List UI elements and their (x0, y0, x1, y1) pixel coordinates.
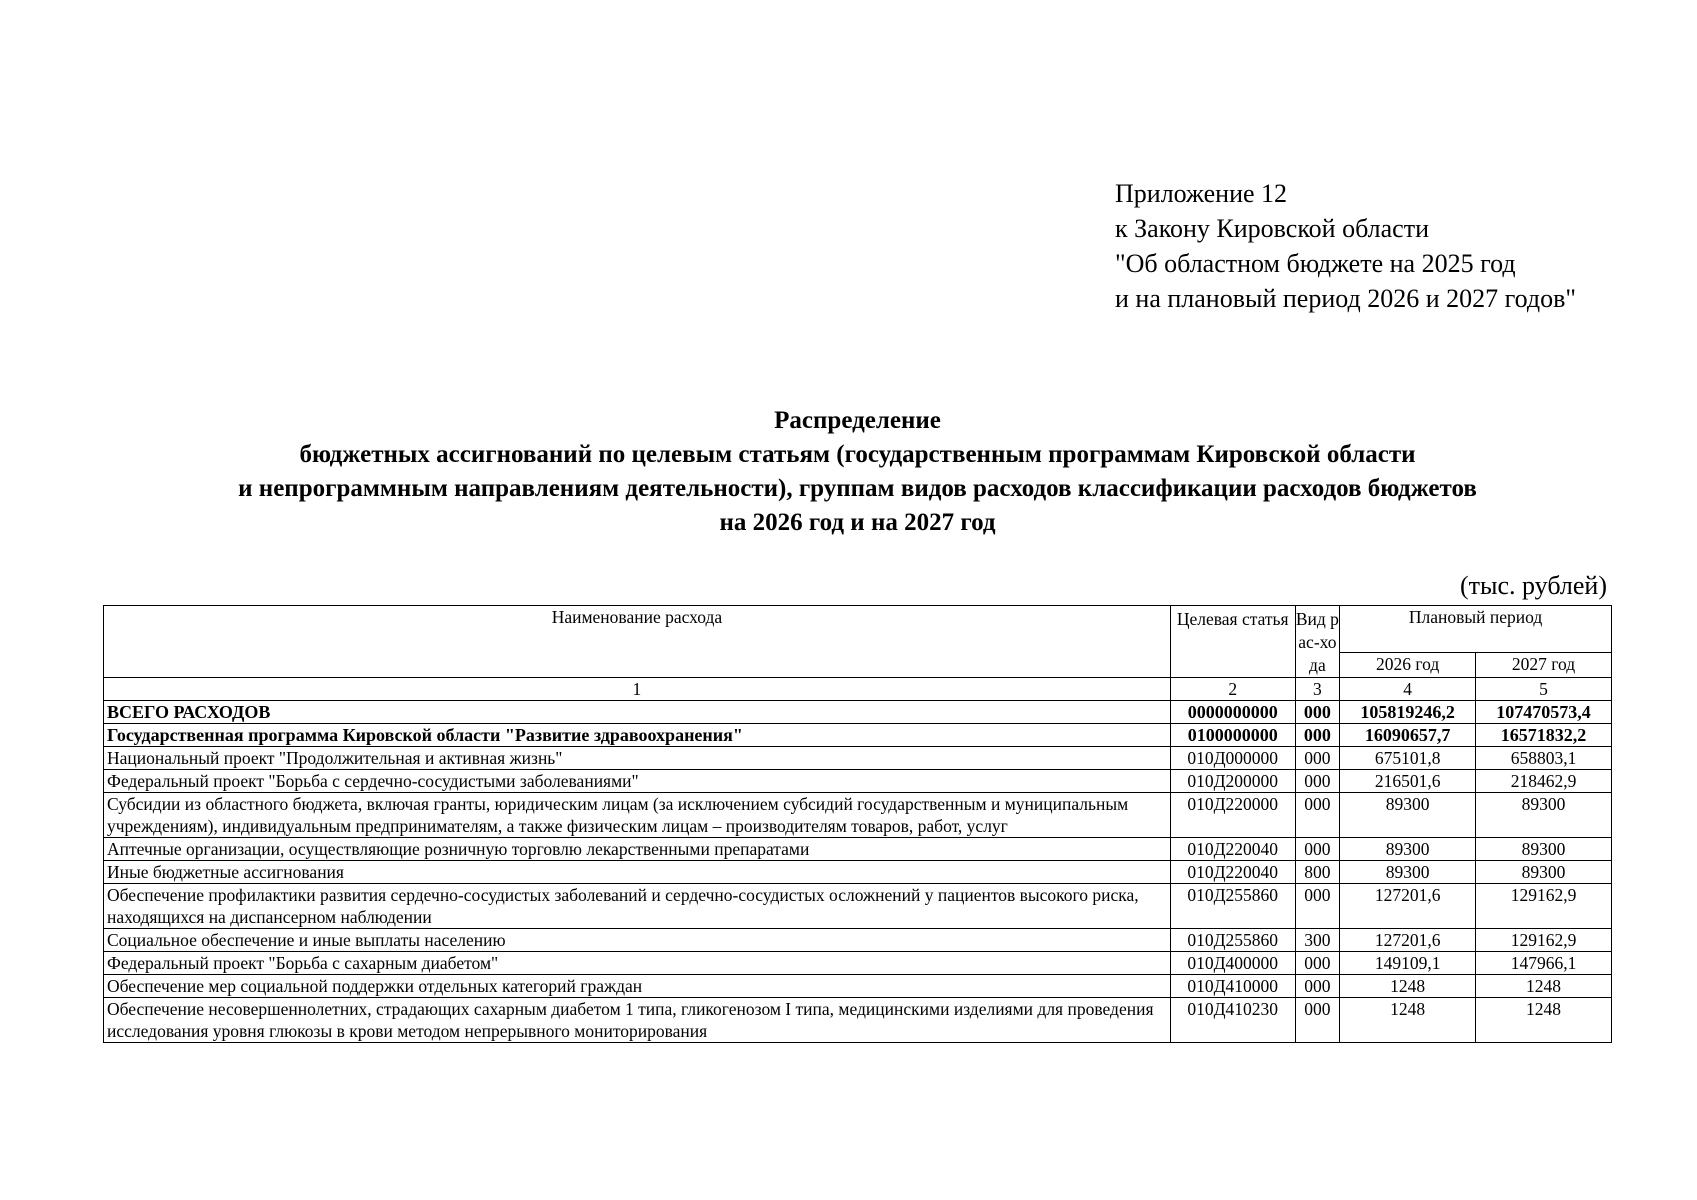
row-target-code: 010Д220000 (1170, 793, 1295, 838)
row-target-code: 010Д220040 (1170, 861, 1295, 884)
title-line-1: Распределение (774, 407, 941, 434)
row-target-code: 010Д400000 (1170, 952, 1295, 975)
row-amount-2026: 1248 (1340, 998, 1476, 1043)
row-amount-2026: 149109,1 (1340, 952, 1476, 975)
table-row (104, 701, 1612, 724)
row-amount-2027: 89300 (1476, 793, 1612, 838)
col-number-2: 2 (1170, 678, 1295, 701)
row-amount-2027: 89300 (1476, 838, 1612, 861)
appendix-line-1: Приложение 12 (1115, 179, 1288, 208)
row-kind-code: 000 (1295, 998, 1340, 1043)
table-row (104, 793, 1612, 838)
title-line-4: на 2026 год и на 2027 год (719, 509, 996, 536)
table-row (104, 747, 1612, 770)
table-row (104, 998, 1612, 1043)
col-number-1: 1 (104, 678, 1171, 701)
table-row (104, 884, 1612, 929)
title-line-3: и непрограммным направлениям деятельности), группам видов расходов классификации расходов бюджетов (238, 475, 1477, 502)
row-amount-2027: 218462,9 (1476, 770, 1612, 793)
row-target-code: 010Д410230 (1170, 998, 1295, 1043)
col-number-3: 3 (1295, 678, 1340, 701)
header-year-2027: 2027 год (1476, 653, 1612, 678)
row-name: Обеспечение несовершеннолетних, страдающих сахарным диабетом 1 типа, гликогенозом I типа, медицинскими изделиями для проведения исследования уровня глюкозы в крови методом непрерывного мониторирования (104, 998, 1171, 1043)
row-amount-2026: 675101,8 (1340, 747, 1476, 770)
row-amount-2026: 105819246,2 (1340, 701, 1476, 724)
appendix-line-3: "Об областном бюджете на 2025 год (1115, 249, 1516, 278)
row-kind-code: 000 (1295, 884, 1340, 929)
col-number-4: 4 (1340, 678, 1476, 701)
row-amount-2027: 658803,1 (1476, 747, 1612, 770)
row-kind-code: 000 (1295, 770, 1340, 793)
row-target-code: 010Д200000 (1170, 770, 1295, 793)
row-name: Субсидии из областного бюджета, включая гранты, юридическим лицам (за исключением субсидий государственным и муниципальным учреждениям), индивидуальным предпринимателям, а также физическим лицам – производителям товаров, работ, услуг (104, 793, 1171, 838)
row-amount-2027: 147966,1 (1476, 952, 1612, 975)
row-target-code: 0100000000 (1170, 724, 1295, 747)
header-row-top (104, 606, 1612, 653)
table-row (104, 861, 1612, 884)
row-target-code: 010Д410000 (1170, 975, 1295, 998)
row-name: ВСЕГО РАСХОДОВ (104, 701, 1171, 724)
row-kind-code: 000 (1295, 838, 1340, 861)
appendix-line-4: и на плановый период 2026 и 2027 годов" (1115, 284, 1577, 313)
row-name: Аптечные организации, осуществляющие розничную торговлю лекарственными препаратами (104, 838, 1171, 861)
table-row (104, 724, 1612, 747)
appendix-block (1115, 176, 1576, 316)
row-amount-2027: 16571832,2 (1476, 724, 1612, 747)
row-target-code: 010Д220040 (1170, 838, 1295, 861)
table-row (104, 952, 1612, 975)
row-name: Иные бюджетные ассигнования (104, 861, 1171, 884)
budget-table (103, 605, 1612, 1043)
row-target-code: 010Д255860 (1170, 929, 1295, 952)
row-amount-2026: 1248 (1340, 975, 1476, 998)
units-label: (тыс. рублей) (1459, 571, 1607, 600)
row-amount-2026: 127201,6 (1340, 929, 1476, 952)
row-name: Социальное обеспечение и иные выплаты населению (104, 929, 1171, 952)
row-kind-code: 000 (1295, 701, 1340, 724)
row-target-code: 010Д000000 (1170, 747, 1295, 770)
row-name: Государственная программа Кировской области "Развитие здравоохранения" (104, 724, 1171, 747)
table-row (104, 975, 1612, 998)
row-amount-2026: 89300 (1340, 838, 1476, 861)
row-amount-2027: 1248 (1476, 975, 1612, 998)
row-name: Национальный проект "Продолжительная и активная жизнь" (104, 747, 1171, 770)
row-kind-code: 800 (1295, 861, 1340, 884)
row-kind-code: 300 (1295, 929, 1340, 952)
header-kind: Вид рас-хода (1295, 606, 1340, 678)
header-year-2026: 2026 год (1340, 653, 1476, 678)
row-kind-code: 000 (1295, 952, 1340, 975)
row-name: Федеральный проект "Борьба с сахарным диабетом" (104, 952, 1171, 975)
table-row (104, 770, 1612, 793)
row-kind-code: 000 (1295, 747, 1340, 770)
row-amount-2027: 1248 (1476, 998, 1612, 1043)
table-row (104, 838, 1612, 861)
row-name: Федеральный проект "Борьба с сердечно-сосудистыми заболеваниями" (104, 770, 1171, 793)
row-amount-2026: 16090657,7 (1340, 724, 1476, 747)
title-line-2: бюджетных ассигнований по целевым статьям (государственным программам Кировской области (299, 441, 1416, 468)
row-name: Обеспечение профилактики развития сердечно-сосудистых заболеваний и сердечно-сосудистых осложнений у пациентов высокого риска, находящихся на диспансерном наблюдении (104, 884, 1171, 929)
row-amount-2026: 89300 (1340, 861, 1476, 884)
appendix-line-2: к Закону Кировской области (1115, 214, 1429, 243)
row-target-code: 010Д255860 (1170, 884, 1295, 929)
row-amount-2027: 89300 (1476, 861, 1612, 884)
col-number-5: 5 (1476, 678, 1612, 701)
column-numbers-row (104, 678, 1612, 701)
row-amount-2027: 129162,9 (1476, 929, 1612, 952)
row-kind-code: 000 (1295, 724, 1340, 747)
document-title (100, 404, 1615, 540)
header-name: Наименование расхода (104, 606, 1171, 678)
row-kind-code: 000 (1295, 975, 1340, 998)
header-planned: Плановый период (1340, 606, 1612, 653)
row-amount-2026: 89300 (1340, 793, 1476, 838)
row-name: Обеспечение мер социальной поддержки отдельных категорий граждан (104, 975, 1171, 998)
row-amount-2026: 216501,6 (1340, 770, 1476, 793)
table-row (104, 929, 1612, 952)
row-amount-2026: 127201,6 (1340, 884, 1476, 929)
row-amount-2027: 107470573,4 (1476, 701, 1612, 724)
row-kind-code: 000 (1295, 793, 1340, 838)
row-amount-2027: 129162,9 (1476, 884, 1612, 929)
header-target: Целевая статья (1170, 606, 1295, 678)
row-target-code: 0000000000 (1170, 701, 1295, 724)
